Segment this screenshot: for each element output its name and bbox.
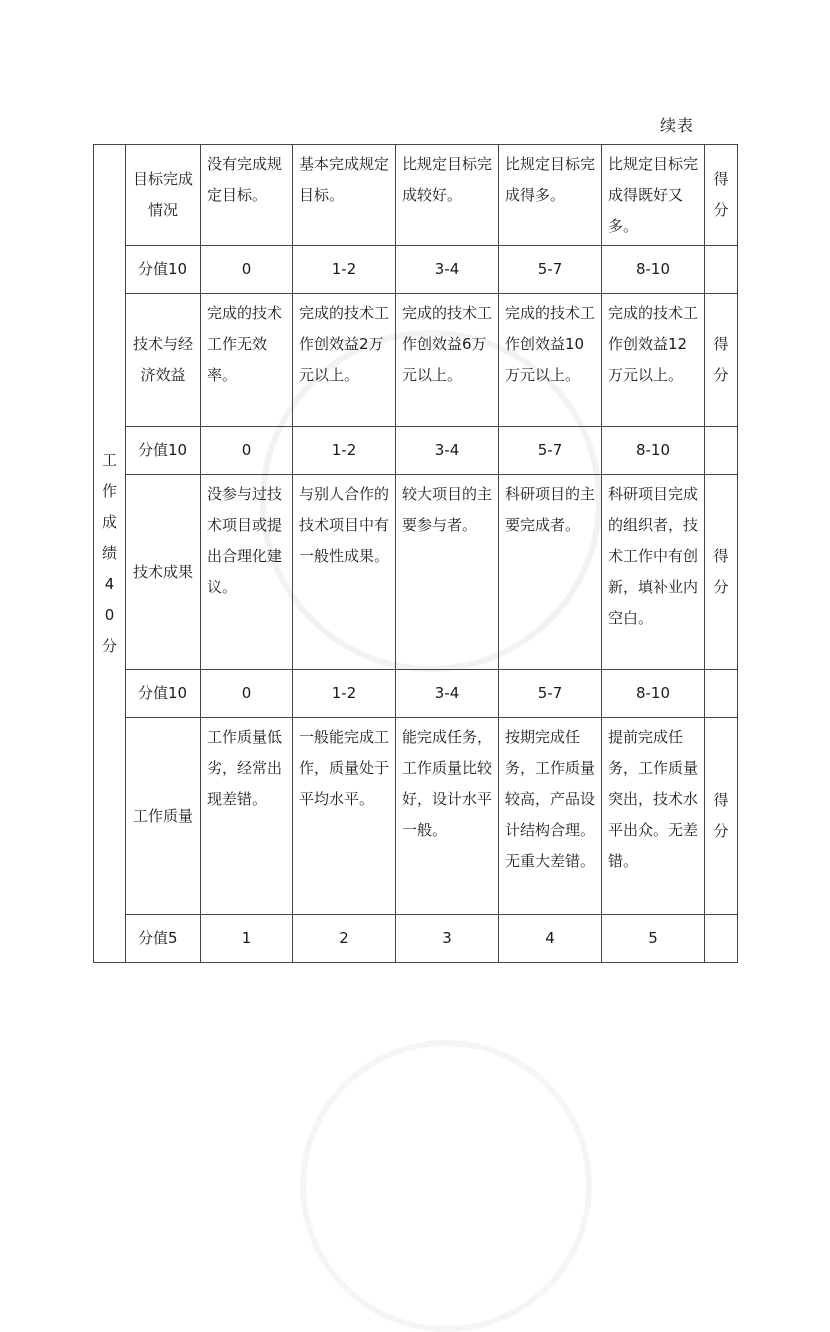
- criterion-row: [94, 294, 738, 427]
- level-description: 按期完成任务，工作质量较高，产品设计结构合理。无重大差错。: [499, 718, 602, 915]
- level-description: 科研项目的主要完成者。: [499, 475, 602, 670]
- level-description: 比规定目标完成较好。: [396, 145, 499, 246]
- result-label: 得分: [705, 294, 738, 427]
- score-value: 5: [602, 915, 705, 963]
- level-description: 完成的技术工作创效益2万元以上。: [293, 294, 396, 427]
- score-label: 分值10: [126, 670, 201, 718]
- level-description: 基本完成规定目标。: [293, 145, 396, 246]
- score-value: 1-2: [293, 246, 396, 294]
- score-value: 1: [201, 915, 293, 963]
- result-label: 得分: [705, 145, 738, 246]
- evaluation-table: [93, 144, 738, 963]
- category-cell: [94, 145, 126, 963]
- criterion-row: [94, 718, 738, 915]
- score-row: [94, 427, 738, 475]
- score-value: 2: [293, 915, 396, 963]
- continued-table-label: 续表: [660, 116, 695, 135]
- level-description: 完成的技术工作创效益6万元以上。: [396, 294, 499, 427]
- score-value: 3-4: [396, 246, 499, 294]
- level-description: 科研项目完成的组织者，技术工作中有创新，填补业内空白。: [602, 475, 705, 670]
- score-value: 1-2: [293, 670, 396, 718]
- score-value: 3: [396, 915, 499, 963]
- score-label: 分值5: [126, 915, 201, 963]
- level-description: 一般能完成工作，质量处于平均水平。: [293, 718, 396, 915]
- level-description: 提前完成任务，工作质量突出，技术水平出众。无差错。: [602, 718, 705, 915]
- level-description: 完成的技术工作创效益12万元以上。: [602, 294, 705, 427]
- level-description: 完成的技术工作无效率。: [201, 294, 293, 427]
- score-value: 3-4: [396, 670, 499, 718]
- score-row: [94, 670, 738, 718]
- level-description: 比规定目标完成得多。: [499, 145, 602, 246]
- score-value: 5-7: [499, 246, 602, 294]
- score-label: 分值10: [126, 246, 201, 294]
- criterion-name: 技术与经济效益: [126, 294, 201, 427]
- score-value: 8-10: [602, 427, 705, 475]
- level-description: 工作质量低劣，经常出现差错。: [201, 718, 293, 915]
- level-description: 能完成任务，工作质量比较好，设计水平一般。: [396, 718, 499, 915]
- category-label: 工作成绩40分: [101, 451, 117, 655]
- score-value: 8-10: [602, 246, 705, 294]
- criterion-name: 技术成果: [126, 475, 201, 670]
- score-value: 8-10: [602, 670, 705, 718]
- criterion-name: 目标完成情况: [126, 145, 201, 246]
- result-label: 得分: [705, 718, 738, 915]
- level-description: 没有完成规定目标。: [201, 145, 293, 246]
- score-entry-cell: [705, 427, 738, 475]
- score-entry-cell: [705, 915, 738, 963]
- score-value: 0: [201, 427, 293, 475]
- score-row: [94, 246, 738, 294]
- score-entry-cell: [705, 670, 738, 718]
- level-description: 较大项目的主要参与者。: [396, 475, 499, 670]
- criterion-name: 工作质量: [126, 718, 201, 915]
- score-value: 0: [201, 246, 293, 294]
- watermark-seal-lower: [300, 1040, 592, 1332]
- score-value: 3-4: [396, 427, 499, 475]
- level-description: 没参与过技术项目或提出合理化建议。: [201, 475, 293, 670]
- score-value: 1-2: [293, 427, 396, 475]
- score-value: 5-7: [499, 427, 602, 475]
- score-row: [94, 915, 738, 963]
- result-label: 得分: [705, 475, 738, 670]
- score-entry-cell: [705, 246, 738, 294]
- criterion-row: [94, 145, 738, 246]
- score-value: 0: [201, 670, 293, 718]
- level-description: 比规定目标完成得既好又多。: [602, 145, 705, 246]
- level-description: 与别人合作的技术项目中有一般性成果。: [293, 475, 396, 670]
- score-value: 4: [499, 915, 602, 963]
- score-label: 分值10: [126, 427, 201, 475]
- criterion-row: [94, 475, 738, 670]
- level-description: 完成的技术工作创效益10万元以上。: [499, 294, 602, 427]
- score-value: 5-7: [499, 670, 602, 718]
